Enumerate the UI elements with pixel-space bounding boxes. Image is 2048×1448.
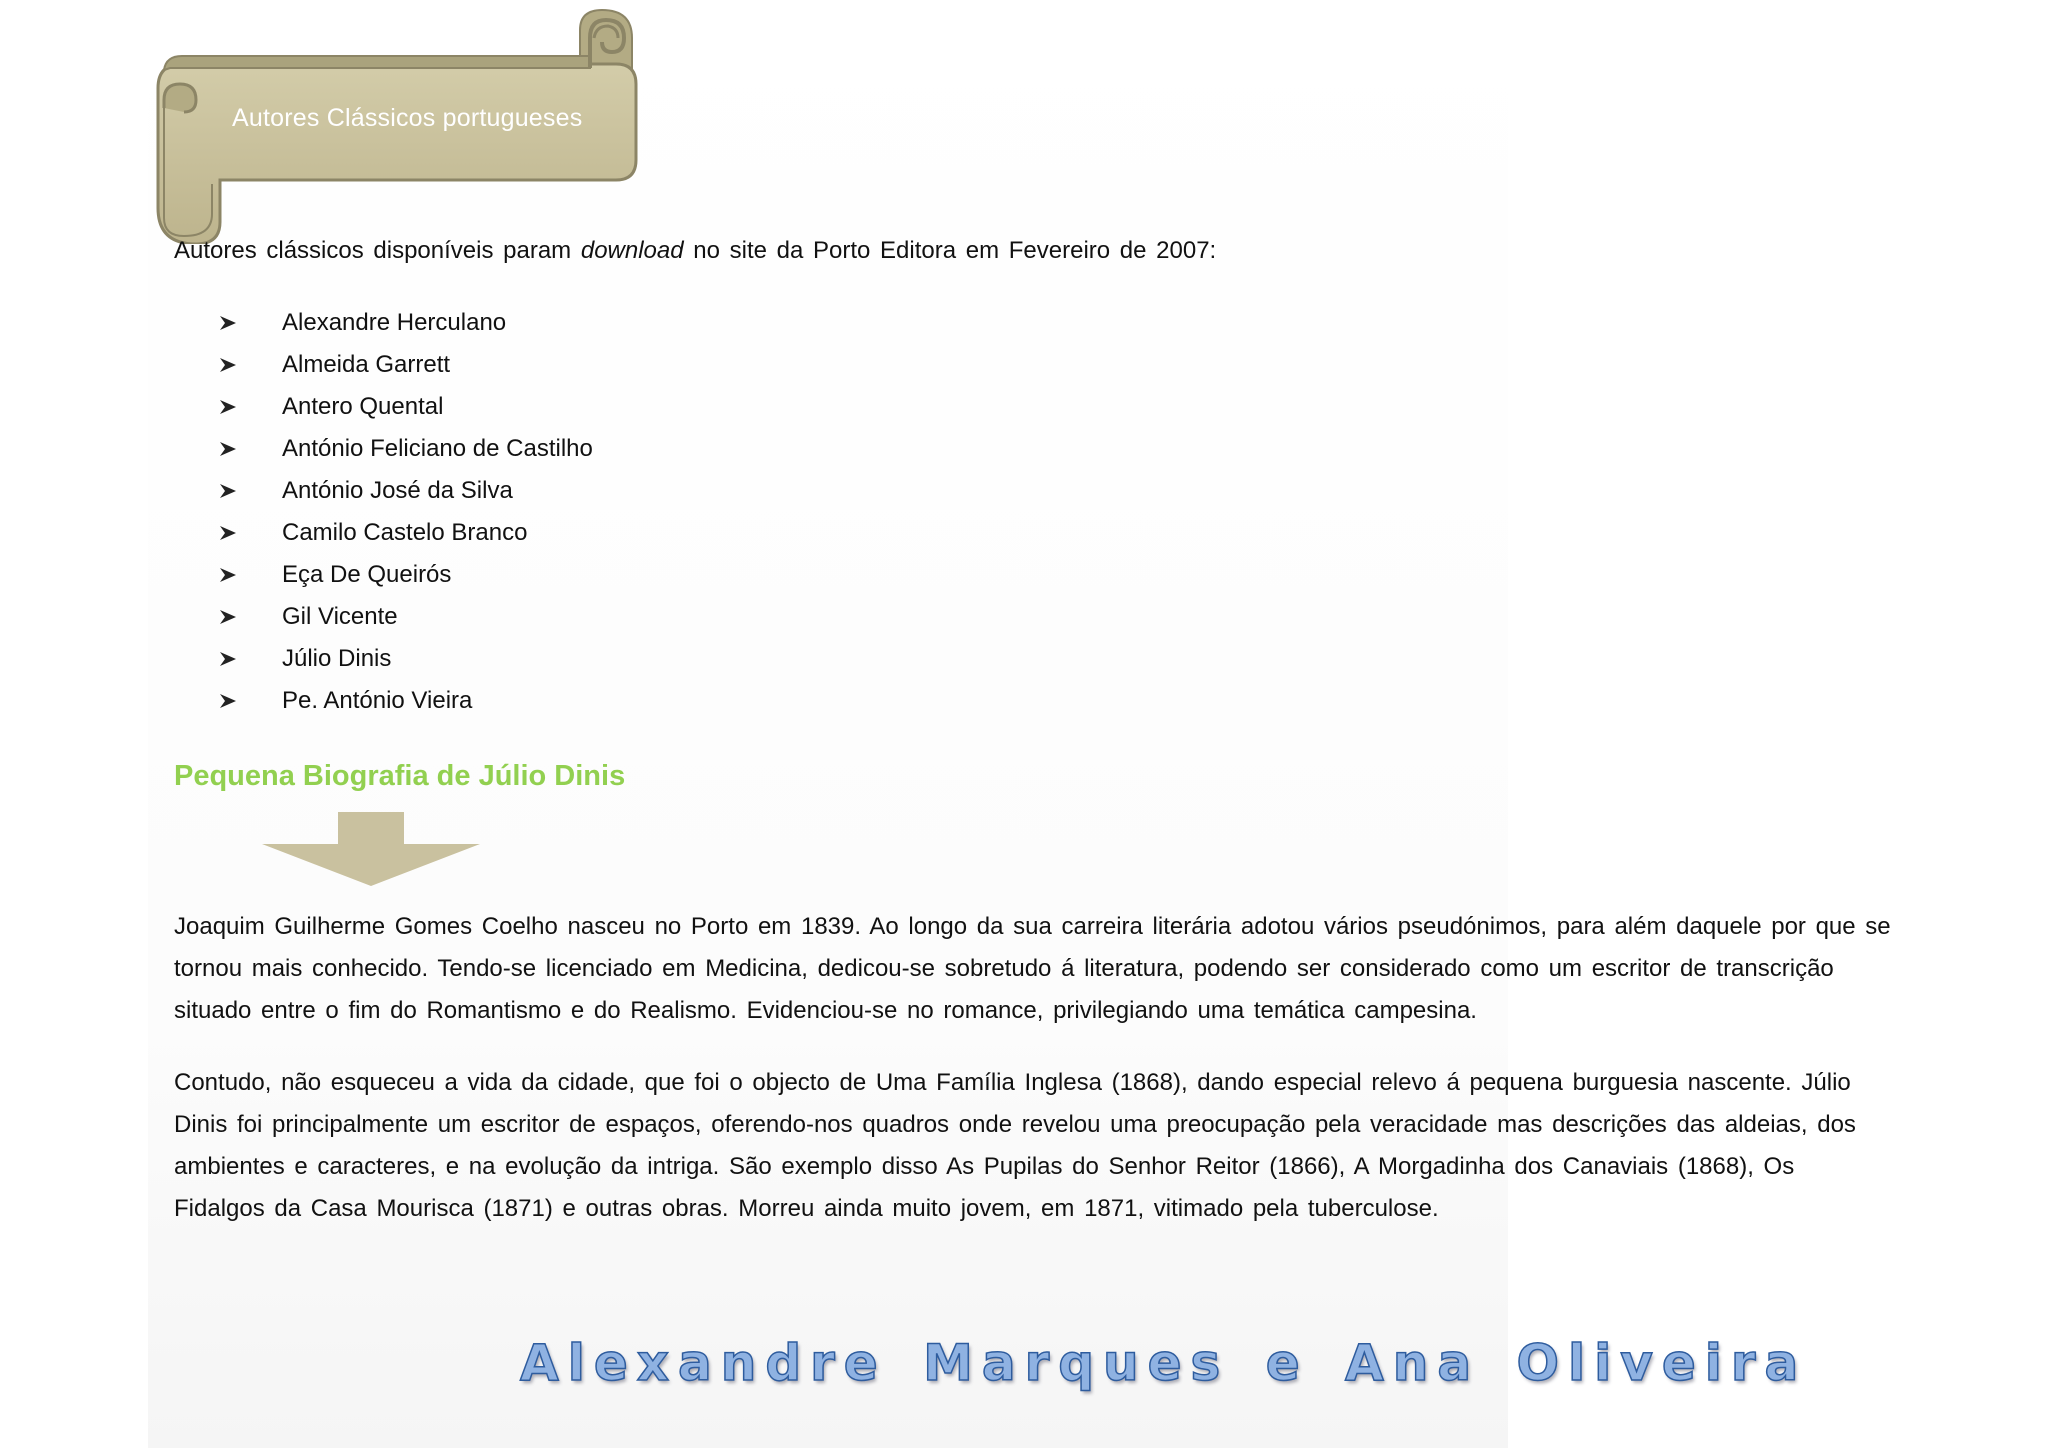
- down-arrow-icon: [262, 812, 480, 886]
- scroll-banner: [150, 8, 650, 244]
- arrowhead-bullet-icon: [218, 649, 238, 669]
- author-name: Antero Quental: [282, 393, 444, 420]
- arrowhead-bullet-icon: [218, 607, 238, 627]
- author-name: Almeida Garrett: [282, 351, 451, 378]
- author-name: Eça De Queirós: [282, 561, 452, 588]
- arrowhead-bullet-icon: [218, 355, 238, 375]
- biography-paragraph-2: Contudo, não esqueceu a vida da cidade, que foi o objecto de Uma Família Inglesa (1868), dando especial relevo á pequena burguesia nascente. Júlio Dinis foi principalmente um escritor de espaços, oferendo-nos quadros onde revelou uma preocupação pela veracidade mas descrições das aldeias, dos ambientes e caracteres, e na evolução da intriga. São exemplo disso As Pupilas do Senhor Reitor (1866), A Morgadinha dos Canaviais (1868), Os Fidalgos da Casa Mourisca (1871) e outras obras. Morreu ainda muito jovem, em 1871, vitimado pela tuberculose.: [174, 1069, 1856, 1222]
- intro-text: [174, 237, 1216, 265]
- author-name: Júlio Dinis: [282, 645, 392, 672]
- arrowhead-bullet-icon: [218, 397, 238, 417]
- list-item: [218, 596, 593, 638]
- list-item: [218, 302, 593, 344]
- intro-emphasis: download: [580, 237, 684, 264]
- arrowhead-bullet-icon: [218, 439, 238, 459]
- list-item: [218, 386, 593, 428]
- list-item: [218, 554, 593, 596]
- list-item: [218, 512, 593, 554]
- biography-heading: Pequena Biografia de Júlio Dinis: [174, 760, 626, 792]
- author-name: Camilo Castelo Branco: [282, 519, 528, 546]
- author-name: Pe. António Vieira: [282, 687, 473, 714]
- arrowhead-bullet-icon: [218, 523, 238, 543]
- author-name: António José da Silva: [282, 477, 513, 504]
- author-list: [218, 302, 593, 722]
- arrowhead-bullet-icon: [218, 691, 238, 711]
- arrowhead-bullet-icon: [218, 565, 238, 585]
- intro-before: Autores clássicos disponíveis param: [174, 237, 581, 264]
- author-name: António Feliciano de Castilho: [282, 435, 593, 462]
- intro-after: no site da Porto Editora em Fevereiro de 2007:: [683, 237, 1217, 264]
- author-name: Gil Vicente: [282, 603, 398, 630]
- list-item: [218, 428, 593, 470]
- banner-title: Autores Clássicos portugueses: [232, 104, 583, 132]
- author-name: Alexandre Herculano: [282, 309, 507, 336]
- biography-paragraph-1: Joaquim Guilherme Gomes Coelho nasceu no Porto em 1839. Ao longo da sua carreira literária adotou vários pseudónimos, para além daquele por que se tornou mais conhecido. Tendo-se licenciado em Medicina, dedicou-se sobretudo á literatura, podendo ser considerado como um escritor de transcrição situado entre o fim do Romantismo e do Realismo. Evidenciou-se no romance, privilegiando uma temática campesina.: [174, 913, 1891, 1024]
- arrowhead-bullet-icon: [218, 313, 238, 333]
- list-item: [218, 470, 593, 512]
- list-item: [218, 344, 593, 386]
- list-item: [218, 680, 593, 722]
- authors-signature: Alexandre Marques e Ana Oliveira: [520, 1334, 1808, 1392]
- arrowhead-bullet-icon: [218, 481, 238, 501]
- list-item: [218, 638, 593, 680]
